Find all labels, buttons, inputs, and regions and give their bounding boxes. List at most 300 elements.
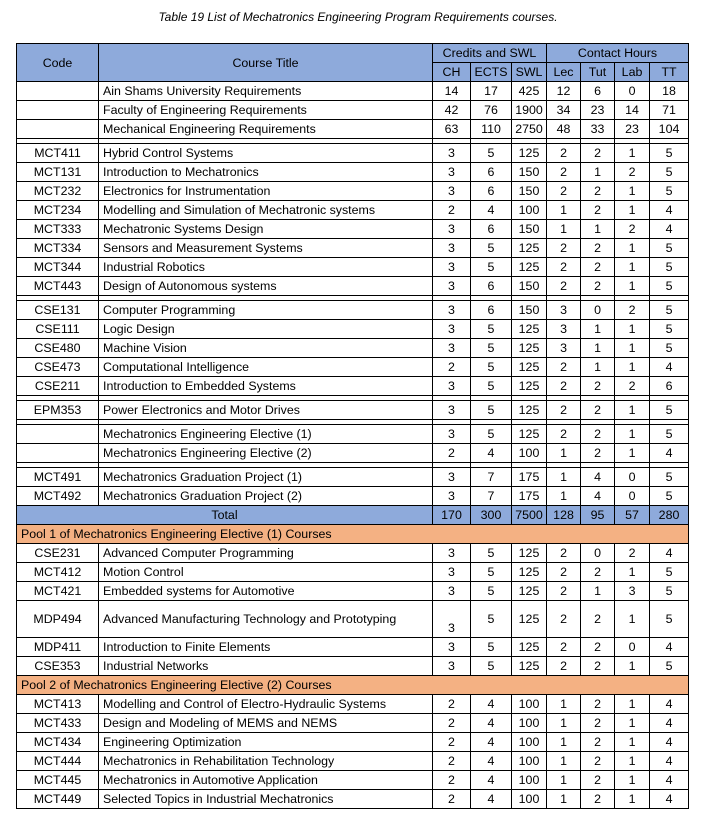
value-lab: 1 <box>615 752 650 771</box>
course-title: Advanced Computer Programming <box>99 544 433 563</box>
value-lab: 1 <box>615 277 650 296</box>
value-tut: 2 <box>581 771 615 790</box>
value-ch: 3 <box>433 182 471 201</box>
course-code: MCT449 <box>17 790 99 809</box>
value-tt: 5 <box>650 163 689 182</box>
value-ch: 63 <box>433 120 471 139</box>
table-row <box>17 695 689 714</box>
value-ects: 6 <box>471 277 512 296</box>
value-lec: 1 <box>547 487 581 506</box>
table-row <box>17 182 689 201</box>
value-lab: 0 <box>615 638 650 657</box>
table-row <box>17 657 689 676</box>
table-row <box>17 101 689 120</box>
value-lec: 3 <box>547 320 581 339</box>
course-code: CSE131 <box>17 301 99 320</box>
course-title: Industrial Networks <box>99 657 433 676</box>
table-row <box>17 771 689 790</box>
course-code: MCT334 <box>17 239 99 258</box>
table-row <box>17 468 689 487</box>
table-row <box>17 601 689 638</box>
value-swl: 150 <box>512 163 547 182</box>
value-tut: 1 <box>581 163 615 182</box>
course-code: MDP411 <box>17 638 99 657</box>
table-row <box>17 277 689 296</box>
value-ch: 3 <box>433 320 471 339</box>
total-ch: 170 <box>433 506 471 525</box>
value-tut: 1 <box>581 358 615 377</box>
course-title: Computational Intelligence <box>99 358 433 377</box>
value-ch: 2 <box>433 714 471 733</box>
header-swl: SWL <box>512 63 547 82</box>
value-tut: 2 <box>581 790 615 809</box>
course-code: MCT444 <box>17 752 99 771</box>
value-tt: 5 <box>650 339 689 358</box>
course-code: MDP494 <box>17 601 99 638</box>
value-ects: 5 <box>471 377 512 396</box>
value-tt: 4 <box>650 714 689 733</box>
value-tut: 2 <box>581 377 615 396</box>
course-title: Engineering Optimization <box>99 733 433 752</box>
value-tut: 2 <box>581 444 615 463</box>
value-lab: 0 <box>615 82 650 101</box>
value-lec: 1 <box>547 790 581 809</box>
value-lec: 2 <box>547 277 581 296</box>
value-ch: 3 <box>433 582 471 601</box>
course-code <box>17 444 99 463</box>
value-ects: 5 <box>471 339 512 358</box>
header-ch: CH <box>433 63 471 82</box>
value-tut: 2 <box>581 657 615 676</box>
value-tt: 4 <box>650 771 689 790</box>
course-title: Mechatronics in Automotive Application <box>99 771 433 790</box>
value-lab: 1 <box>615 601 650 638</box>
course-code: MCT491 <box>17 468 99 487</box>
course-code: MCT492 <box>17 487 99 506</box>
value-tt: 5 <box>650 582 689 601</box>
value-ch: 3 <box>433 563 471 582</box>
value-ch: 2 <box>433 444 471 463</box>
value-lec: 2 <box>547 425 581 444</box>
value-ch: 3 <box>433 239 471 258</box>
value-tt: 4 <box>650 752 689 771</box>
value-lec: 1 <box>547 714 581 733</box>
value-swl: 125 <box>512 401 547 420</box>
value-ects: 5 <box>471 563 512 582</box>
value-tt: 5 <box>650 563 689 582</box>
value-tt: 4 <box>650 444 689 463</box>
value-tut: 1 <box>581 220 615 239</box>
table-row <box>17 301 689 320</box>
course-title: Selected Topics in Industrial Mechatronics <box>99 790 433 809</box>
value-swl: 150 <box>512 277 547 296</box>
pool1-header-row <box>17 525 689 544</box>
value-swl: 1900 <box>512 101 547 120</box>
course-code: CSE480 <box>17 339 99 358</box>
value-swl: 100 <box>512 201 547 220</box>
value-tut: 33 <box>581 120 615 139</box>
table-row <box>17 444 689 463</box>
value-ch: 3 <box>433 601 471 638</box>
value-lec: 1 <box>547 220 581 239</box>
value-lab: 1 <box>615 201 650 220</box>
value-tut: 1 <box>581 582 615 601</box>
value-ects: 5 <box>471 425 512 444</box>
value-swl: 100 <box>512 444 547 463</box>
value-tt: 4 <box>650 695 689 714</box>
value-tt: 4 <box>650 220 689 239</box>
course-code: MCT333 <box>17 220 99 239</box>
value-swl: 150 <box>512 182 547 201</box>
value-swl: 125 <box>512 563 547 582</box>
value-tut: 2 <box>581 425 615 444</box>
value-ch: 3 <box>433 425 471 444</box>
value-ch: 3 <box>433 544 471 563</box>
value-lec: 2 <box>547 544 581 563</box>
value-lec: 2 <box>547 182 581 201</box>
value-lec: 2 <box>547 638 581 657</box>
course-code: MCT413 <box>17 695 99 714</box>
table-body <box>17 82 689 809</box>
course-code <box>17 425 99 444</box>
value-ch: 2 <box>433 695 471 714</box>
value-lec: 1 <box>547 752 581 771</box>
value-ects: 5 <box>471 582 512 601</box>
course-title: Power Electronics and Motor Drives <box>99 401 433 420</box>
value-tt: 5 <box>650 468 689 487</box>
value-swl: 125 <box>512 339 547 358</box>
value-swl: 125 <box>512 425 547 444</box>
value-ch: 3 <box>433 377 471 396</box>
value-tt: 5 <box>650 144 689 163</box>
value-ects: 4 <box>471 771 512 790</box>
pool2-header-row <box>17 676 689 695</box>
value-ch: 3 <box>433 339 471 358</box>
table-row <box>17 320 689 339</box>
value-tt: 5 <box>650 277 689 296</box>
value-lab: 3 <box>615 582 650 601</box>
value-lab: 1 <box>615 425 650 444</box>
table-row <box>17 258 689 277</box>
course-title: Introduction to Finite Elements <box>99 638 433 657</box>
value-ch: 3 <box>433 487 471 506</box>
value-tt: 5 <box>650 258 689 277</box>
value-tut: 1 <box>581 320 615 339</box>
value-ects: 4 <box>471 752 512 771</box>
total-swl: 7500 <box>512 506 547 525</box>
value-lab: 1 <box>615 714 650 733</box>
value-lec: 2 <box>547 358 581 377</box>
course-title: Advanced Manufacturing Technology and Prototyping <box>99 601 433 638</box>
value-ch: 2 <box>433 790 471 809</box>
value-ects: 76 <box>471 101 512 120</box>
table-row <box>17 358 689 377</box>
value-tut: 2 <box>581 277 615 296</box>
value-tt: 4 <box>650 358 689 377</box>
course-code <box>17 120 99 139</box>
value-ects: 5 <box>471 258 512 277</box>
value-ects: 4 <box>471 695 512 714</box>
course-title: Mechatronics Graduation Project (2) <box>99 487 433 506</box>
course-code: CSE211 <box>17 377 99 396</box>
value-ects: 5 <box>471 239 512 258</box>
value-lec: 1 <box>547 771 581 790</box>
value-ch: 2 <box>433 358 471 377</box>
value-ects: 5 <box>471 401 512 420</box>
header-course-title: Course Title <box>99 44 433 82</box>
course-code: MCT434 <box>17 733 99 752</box>
course-code: CSE473 <box>17 358 99 377</box>
value-lec: 3 <box>547 301 581 320</box>
value-lab: 1 <box>615 695 650 714</box>
value-ects: 5 <box>471 601 512 638</box>
course-code <box>17 82 99 101</box>
value-lec: 1 <box>547 468 581 487</box>
value-tut: 2 <box>581 695 615 714</box>
total-tt: 280 <box>650 506 689 525</box>
table-caption: Table 19 List of Mechatronics Engineering Program Requirements courses. <box>158 10 558 24</box>
table-row <box>17 401 689 420</box>
value-ects: 4 <box>471 790 512 809</box>
value-ch: 3 <box>433 468 471 487</box>
course-title: Embedded systems for Automotive <box>99 582 433 601</box>
value-tut: 4 <box>581 487 615 506</box>
value-ects: 7 <box>471 468 512 487</box>
value-lab: 1 <box>615 239 650 258</box>
value-lec: 1 <box>547 733 581 752</box>
value-lec: 2 <box>547 144 581 163</box>
value-lec: 3 <box>547 339 581 358</box>
pool1-title: Pool 1 of Mechatronics Engineering Elective (1) Courses <box>17 525 689 544</box>
course-title: Mechatronics Graduation Project (1) <box>99 468 433 487</box>
value-swl: 150 <box>512 301 547 320</box>
course-code: MCT234 <box>17 201 99 220</box>
value-swl: 425 <box>512 82 547 101</box>
value-ch: 3 <box>433 301 471 320</box>
course-code: EPM353 <box>17 401 99 420</box>
table-row <box>17 239 689 258</box>
value-ch: 3 <box>433 163 471 182</box>
table-row <box>17 752 689 771</box>
table-row <box>17 163 689 182</box>
course-title: Logic Design <box>99 320 433 339</box>
value-ects: 7 <box>471 487 512 506</box>
value-lab: 1 <box>615 358 650 377</box>
course-code: MCT131 <box>17 163 99 182</box>
value-swl: 100 <box>512 771 547 790</box>
value-ch: 2 <box>433 771 471 790</box>
value-tut: 2 <box>581 239 615 258</box>
value-ch: 14 <box>433 82 471 101</box>
course-title: Mechatronics Engineering Elective (2) <box>99 444 433 463</box>
course-title: Sensors and Measurement Systems <box>99 239 433 258</box>
value-lab: 1 <box>615 790 650 809</box>
value-swl: 125 <box>512 638 547 657</box>
value-lab: 2 <box>615 301 650 320</box>
value-tt: 5 <box>650 182 689 201</box>
value-lec: 2 <box>547 163 581 182</box>
value-tt: 5 <box>650 601 689 638</box>
value-swl: 125 <box>512 258 547 277</box>
value-ects: 6 <box>471 182 512 201</box>
value-ects: 5 <box>471 320 512 339</box>
value-tt: 5 <box>650 657 689 676</box>
course-code: MCT433 <box>17 714 99 733</box>
course-title: Machine Vision <box>99 339 433 358</box>
value-lab: 0 <box>615 468 650 487</box>
value-lab: 2 <box>615 220 650 239</box>
value-tut: 2 <box>581 201 615 220</box>
value-tut: 2 <box>581 144 615 163</box>
value-lec: 48 <box>547 120 581 139</box>
course-title: Introduction to Mechatronics <box>99 163 433 182</box>
value-lab: 2 <box>615 377 650 396</box>
value-tt: 4 <box>650 733 689 752</box>
value-ects: 6 <box>471 301 512 320</box>
value-ch: 3 <box>433 220 471 239</box>
value-lec: 2 <box>547 239 581 258</box>
course-code: MCT411 <box>17 144 99 163</box>
table-row <box>17 733 689 752</box>
course-title: Mechatronic Systems Design <box>99 220 433 239</box>
header-row-1 <box>17 44 689 63</box>
value-lab: 1 <box>615 401 650 420</box>
value-ch: 2 <box>433 201 471 220</box>
course-code: MCT445 <box>17 771 99 790</box>
value-swl: 100 <box>512 733 547 752</box>
pool2-title: Pool 2 of Mechatronics Engineering Elective (2) Courses <box>17 676 689 695</box>
value-lec: 2 <box>547 657 581 676</box>
total-lec: 128 <box>547 506 581 525</box>
value-swl: 2750 <box>512 120 547 139</box>
value-lab: 2 <box>615 544 650 563</box>
value-tt: 6 <box>650 377 689 396</box>
course-title: Mechanical Engineering Requirements <box>99 120 433 139</box>
header-tut: Tut <box>581 63 615 82</box>
value-ch: 2 <box>433 733 471 752</box>
value-swl: 100 <box>512 790 547 809</box>
value-ch: 3 <box>433 277 471 296</box>
value-ects: 4 <box>471 714 512 733</box>
value-swl: 125 <box>512 582 547 601</box>
value-swl: 175 <box>512 468 547 487</box>
course-code: CSE111 <box>17 320 99 339</box>
course-title: Industrial Robotics <box>99 258 433 277</box>
total-tut: 95 <box>581 506 615 525</box>
value-lab: 2 <box>615 163 650 182</box>
value-ects: 4 <box>471 733 512 752</box>
course-title: Modelling and Simulation of Mechatronic systems <box>99 201 433 220</box>
value-tut: 2 <box>581 752 615 771</box>
value-lec: 1 <box>547 444 581 463</box>
table-row <box>17 582 689 601</box>
table-row <box>17 425 689 444</box>
value-ch: 3 <box>433 638 471 657</box>
value-tut: 2 <box>581 182 615 201</box>
course-title: Modelling and Control of Electro-Hydraulic Systems <box>99 695 433 714</box>
table-row <box>17 377 689 396</box>
value-lab: 1 <box>615 144 650 163</box>
value-tut: 2 <box>581 601 615 638</box>
value-tt: 104 <box>650 120 689 139</box>
value-ects: 6 <box>471 163 512 182</box>
header-code: Code <box>17 44 99 82</box>
header-ects: ECTS <box>471 63 512 82</box>
total-label: Total <box>17 506 433 525</box>
value-tut: 0 <box>581 301 615 320</box>
course-code <box>17 101 99 120</box>
course-title: Motion Control <box>99 563 433 582</box>
value-lab: 1 <box>615 733 650 752</box>
total-ects: 300 <box>471 506 512 525</box>
value-lec: 2 <box>547 601 581 638</box>
value-ch: 42 <box>433 101 471 120</box>
value-swl: 125 <box>512 144 547 163</box>
course-code: CSE231 <box>17 544 99 563</box>
program-requirements-table <box>16 43 689 809</box>
value-ects: 5 <box>471 638 512 657</box>
table-row <box>17 563 689 582</box>
value-swl: 100 <box>512 714 547 733</box>
value-ch: 3 <box>433 657 471 676</box>
course-title: Faculty of Engineering Requirements <box>99 101 433 120</box>
value-swl: 125 <box>512 601 547 638</box>
value-ects: 17 <box>471 82 512 101</box>
value-tut: 6 <box>581 82 615 101</box>
value-swl: 150 <box>512 220 547 239</box>
header-credits-and-swl: Credits and SWL <box>433 44 547 63</box>
value-ects: 5 <box>471 358 512 377</box>
value-tut: 1 <box>581 339 615 358</box>
value-tt: 4 <box>650 544 689 563</box>
value-ch: 3 <box>433 401 471 420</box>
course-code: MCT421 <box>17 582 99 601</box>
value-lec: 2 <box>547 258 581 277</box>
value-lab: 1 <box>615 771 650 790</box>
value-ects: 110 <box>471 120 512 139</box>
value-tut: 2 <box>581 258 615 277</box>
value-lab: 1 <box>615 182 650 201</box>
table-row <box>17 714 689 733</box>
value-lab: 1 <box>615 563 650 582</box>
value-tut: 0 <box>581 544 615 563</box>
value-tt: 5 <box>650 401 689 420</box>
course-title: Electronics for Instrumentation <box>99 182 433 201</box>
value-lab: 0 <box>615 487 650 506</box>
value-lab: 1 <box>615 320 650 339</box>
value-tt: 5 <box>650 425 689 444</box>
value-lec: 2 <box>547 563 581 582</box>
value-tut: 4 <box>581 468 615 487</box>
value-ch: 3 <box>433 144 471 163</box>
course-title: Introduction to Embedded Systems <box>99 377 433 396</box>
value-ects: 5 <box>471 544 512 563</box>
value-ects: 6 <box>471 220 512 239</box>
value-lec: 2 <box>547 401 581 420</box>
value-ects: 5 <box>471 144 512 163</box>
value-swl: 100 <box>512 695 547 714</box>
course-code: MCT412 <box>17 563 99 582</box>
value-lab: 1 <box>615 657 650 676</box>
value-tut: 2 <box>581 714 615 733</box>
course-title: Design and Modeling of MEMS and NEMS <box>99 714 433 733</box>
value-lec: 2 <box>547 377 581 396</box>
value-tt: 4 <box>650 638 689 657</box>
header-tt: TT <box>650 63 689 82</box>
value-tut: 23 <box>581 101 615 120</box>
value-lab: 14 <box>615 101 650 120</box>
table-row <box>17 638 689 657</box>
